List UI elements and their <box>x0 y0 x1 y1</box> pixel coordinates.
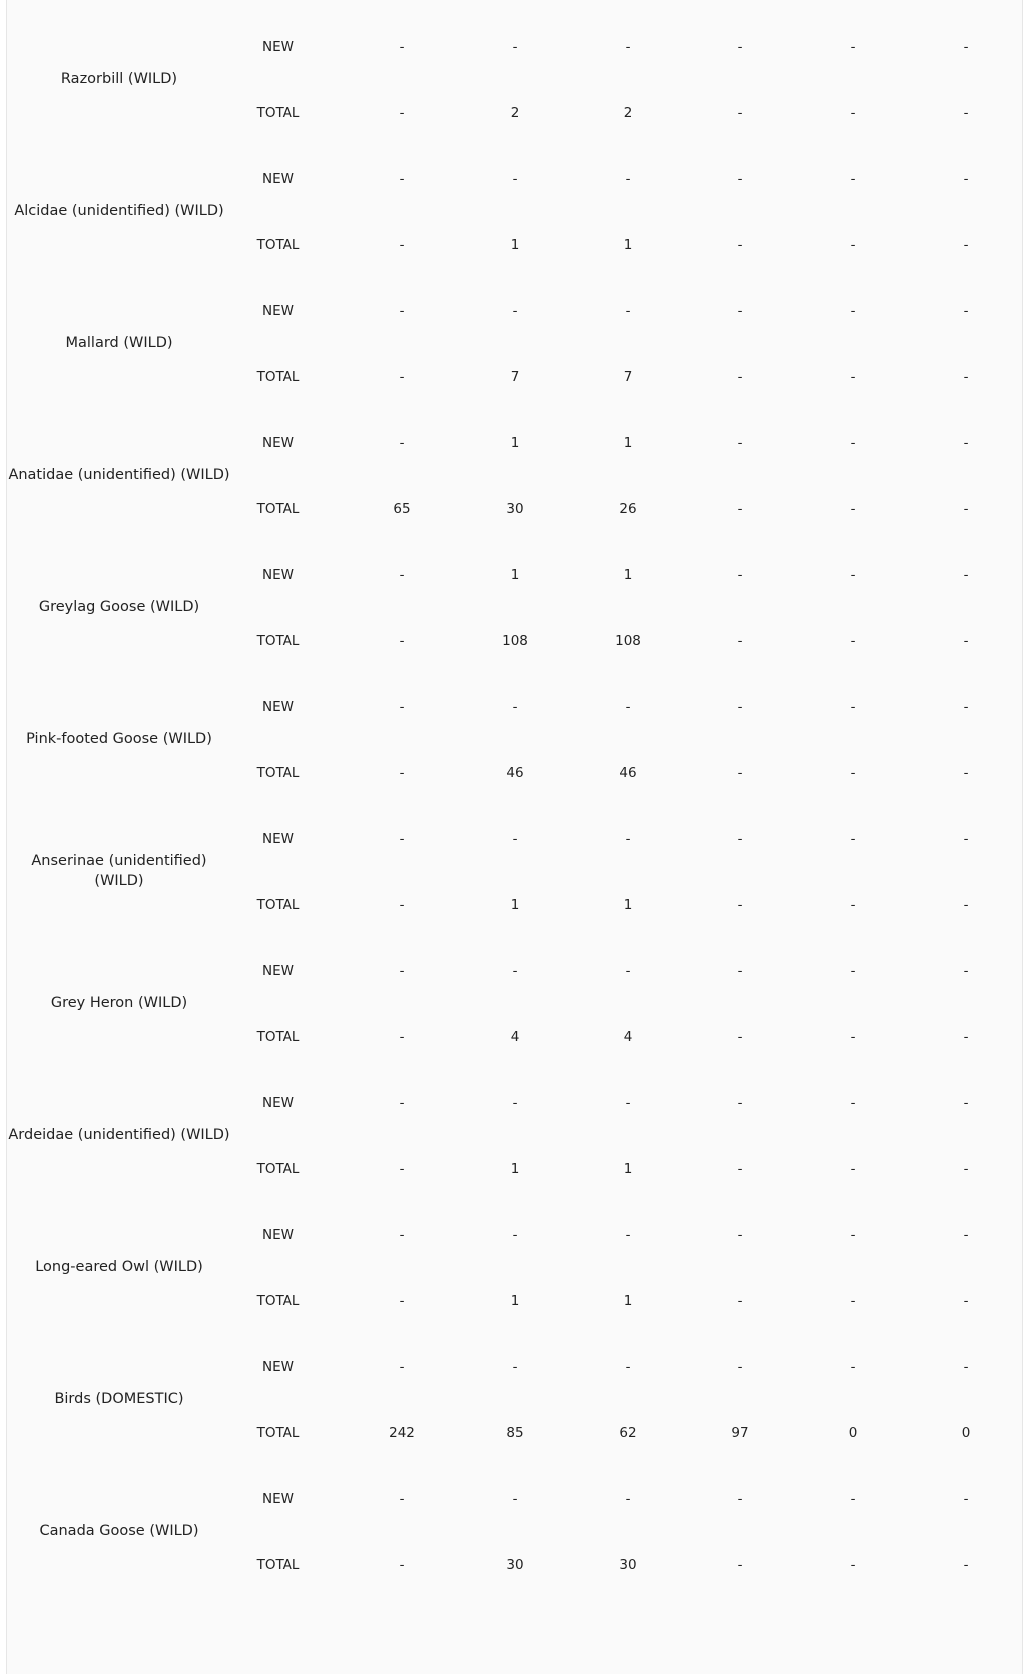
table-row-total <box>6 101 1021 125</box>
table-cell: - <box>399 303 405 319</box>
table-cell: - <box>737 501 743 517</box>
table-cell: - <box>850 1557 856 1573</box>
table-cell: - <box>399 1293 405 1309</box>
table-cell: 30 <box>506 1557 524 1573</box>
table-row-new <box>6 1355 1021 1379</box>
table-cell: - <box>399 567 405 583</box>
table-cell: - <box>625 1491 631 1507</box>
table-cell: 2 <box>510 105 520 121</box>
table-row-new <box>6 167 1021 191</box>
table-cell: 1 <box>623 435 633 451</box>
table-cell: - <box>399 39 405 55</box>
table-cell: - <box>512 831 518 847</box>
row-type-label: TOTAL <box>256 1425 300 1441</box>
table-cell: - <box>850 1029 856 1045</box>
table-cell: - <box>963 39 969 55</box>
table-cell: - <box>963 501 969 517</box>
species-name: Anserinae (unidentified) (WILD) <box>31 853 207 889</box>
table-cell: - <box>850 1161 856 1177</box>
table-cell: - <box>625 699 631 715</box>
row-type-label: TOTAL <box>256 1161 300 1177</box>
table-cell: - <box>737 1491 743 1507</box>
species-name: Alcidae (unidentified) (WILD) <box>14 203 224 219</box>
species-group <box>6 1201 1021 1333</box>
table-cell: - <box>963 105 969 121</box>
table-cell: - <box>850 435 856 451</box>
table-cell: - <box>850 303 856 319</box>
table-cell: - <box>625 1359 631 1375</box>
table-cell: - <box>963 1557 969 1573</box>
table-cell: - <box>399 171 405 187</box>
table-cell: 7 <box>623 369 633 385</box>
row-type-label: NEW <box>262 1095 294 1111</box>
table-row-total <box>6 761 1021 785</box>
table-cell: - <box>625 171 631 187</box>
species-name: Razorbill (WILD) <box>60 71 178 87</box>
table-cell: - <box>963 303 969 319</box>
table-cell: 4 <box>510 1029 520 1045</box>
species-group <box>6 145 1021 277</box>
species-name: Pink-footed Goose (WILD) <box>26 731 212 747</box>
table-cell: - <box>399 765 405 781</box>
table-cell: - <box>512 1359 518 1375</box>
table-cell: - <box>737 1227 743 1243</box>
table-cell: 1 <box>510 1293 520 1309</box>
table-cell: - <box>737 699 743 715</box>
table-cell: - <box>399 897 405 913</box>
row-type-label: TOTAL <box>256 237 300 253</box>
table-cell: 1 <box>623 237 633 253</box>
table-cell: - <box>512 171 518 187</box>
species-name: Grey Heron (WILD) <box>50 995 188 1011</box>
table-cell: 46 <box>506 765 524 781</box>
row-type-label: TOTAL <box>256 1029 300 1045</box>
table-cell: - <box>850 105 856 121</box>
table-cell: - <box>850 1491 856 1507</box>
table-cell: - <box>512 699 518 715</box>
species-name: Canada Goose (WILD) <box>39 1523 199 1539</box>
row-type-label: NEW <box>262 1227 294 1243</box>
species-name: Anatidae (unidentified) (WILD) <box>8 467 230 483</box>
table-cell: - <box>963 897 969 913</box>
table-row-total <box>6 365 1021 389</box>
table-cell: - <box>399 831 405 847</box>
table-cell: - <box>737 1557 743 1573</box>
table-cell: - <box>963 699 969 715</box>
row-type-label: NEW <box>262 699 294 715</box>
table-cell: 1 <box>623 1161 633 1177</box>
table-cell: - <box>737 567 743 583</box>
species-group <box>6 1069 1021 1201</box>
species-group <box>6 409 1021 541</box>
table-cell: 1 <box>623 897 633 913</box>
table-cell: - <box>737 171 743 187</box>
table-cell: - <box>850 567 856 583</box>
table-row-new <box>6 1487 1021 1511</box>
table-cell: 1 <box>510 435 520 451</box>
table-cell: - <box>850 39 856 55</box>
table-cell: 1 <box>510 237 520 253</box>
table-cell: - <box>512 963 518 979</box>
table-row-new <box>6 695 1021 719</box>
row-type-label: NEW <box>262 435 294 451</box>
table-cell: - <box>512 39 518 55</box>
species-group <box>6 1333 1021 1465</box>
table-cell: - <box>399 633 405 649</box>
table-cell: - <box>963 831 969 847</box>
outbreak-table <box>6 0 1021 1597</box>
table-cell: - <box>399 699 405 715</box>
row-type-label: NEW <box>262 39 294 55</box>
table-row-new <box>6 299 1021 323</box>
table-cell: 0 <box>848 1425 858 1441</box>
species-group <box>6 937 1021 1069</box>
row-type-label: NEW <box>262 303 294 319</box>
table-cell: - <box>963 1161 969 1177</box>
table-cell: - <box>850 1227 856 1243</box>
table-row-total <box>6 1157 1021 1181</box>
table-cell: - <box>399 1491 405 1507</box>
table-cell: 242 <box>389 1425 415 1441</box>
table-cell: - <box>963 435 969 451</box>
table-cell: - <box>963 1095 969 1111</box>
table-cell: - <box>625 1227 631 1243</box>
table-cell: - <box>399 1095 405 1111</box>
species-group <box>6 13 1021 145</box>
table-cell: - <box>963 963 969 979</box>
table-cell: 65 <box>393 501 411 517</box>
table-cell: - <box>399 1227 405 1243</box>
row-type-label: TOTAL <box>256 897 300 913</box>
table-cell: - <box>399 105 405 121</box>
table-row-new <box>6 959 1021 983</box>
table-cell: - <box>737 963 743 979</box>
table-cell: - <box>625 831 631 847</box>
table-row-new <box>6 431 1021 455</box>
row-type-label: TOTAL <box>256 1557 300 1573</box>
table-cell: 26 <box>619 501 637 517</box>
table-cell: - <box>625 1095 631 1111</box>
species-group <box>6 673 1021 805</box>
table-cell: 1 <box>623 1293 633 1309</box>
species-group <box>6 0 1021 13</box>
row-type-label: NEW <box>262 831 294 847</box>
table-cell: - <box>399 369 405 385</box>
table-cell: - <box>963 765 969 781</box>
table-cell: - <box>737 1293 743 1309</box>
table-cell: - <box>625 39 631 55</box>
row-type-label: NEW <box>262 963 294 979</box>
table-row-new <box>6 563 1021 587</box>
table-cell: 85 <box>506 1425 524 1441</box>
row-type-label: TOTAL <box>256 501 300 517</box>
table-cell: - <box>850 897 856 913</box>
species-name: Mallard (WILD) <box>65 335 173 351</box>
table-cell: 1 <box>623 567 633 583</box>
table-cell: - <box>625 303 631 319</box>
table-cell: - <box>737 105 743 121</box>
table-cell: - <box>850 1095 856 1111</box>
table-cell: - <box>963 1227 969 1243</box>
table-cell: 30 <box>619 1557 637 1573</box>
table-cell: - <box>737 1095 743 1111</box>
table-row-new <box>6 35 1021 59</box>
table-cell: - <box>850 1293 856 1309</box>
table-cell: - <box>850 633 856 649</box>
table-cell: - <box>737 897 743 913</box>
table-cell: - <box>963 171 969 187</box>
species-name: Long-eared Owl (WILD) <box>35 1259 203 1275</box>
table-cell: 0 <box>961 1425 971 1441</box>
table-row-total <box>6 497 1021 521</box>
table-cell: 4 <box>623 1029 633 1045</box>
row-type-label: TOTAL <box>256 1293 300 1309</box>
table-cell: - <box>512 1095 518 1111</box>
table-cell: - <box>850 237 856 253</box>
table-cell: - <box>850 369 856 385</box>
table-cell: 62 <box>619 1425 637 1441</box>
row-type-label: NEW <box>262 1359 294 1375</box>
table-row-total <box>6 1289 1021 1313</box>
table-cell: - <box>737 237 743 253</box>
table-cell: 97 <box>731 1425 749 1441</box>
table-cell: - <box>737 831 743 847</box>
row-type-label: NEW <box>262 171 294 187</box>
row-type-label: NEW <box>262 1491 294 1507</box>
table-row-total <box>6 233 1021 257</box>
species-name: Greylag Goose (WILD) <box>38 599 200 615</box>
table-cell: - <box>963 633 969 649</box>
table-cell: - <box>963 237 969 253</box>
table-cell: - <box>737 1359 743 1375</box>
row-type-label: NEW <box>262 567 294 583</box>
table-row-total <box>6 1025 1021 1049</box>
species-group <box>6 1465 1021 1597</box>
table-cell: 108 <box>615 633 641 649</box>
table-cell: - <box>399 1359 405 1375</box>
table-cell: 1 <box>510 897 520 913</box>
table-cell: - <box>737 435 743 451</box>
table-cell: - <box>737 633 743 649</box>
table-cell: 1 <box>510 567 520 583</box>
table-cell: - <box>737 369 743 385</box>
species-name: Birds (DOMESTIC) <box>54 1391 184 1407</box>
species-group <box>6 805 1021 937</box>
table-row-total <box>6 1553 1021 1577</box>
table-cell: - <box>850 1359 856 1375</box>
table-cell: 108 <box>502 633 528 649</box>
table-row-new <box>6 1091 1021 1115</box>
table-cell: - <box>850 699 856 715</box>
table-cell: - <box>963 567 969 583</box>
species-group <box>6 541 1021 673</box>
table-cell: - <box>399 1029 405 1045</box>
table-cell: - <box>512 1491 518 1507</box>
table-cell: - <box>850 963 856 979</box>
table-cell: - <box>963 1359 969 1375</box>
row-type-label: TOTAL <box>256 765 300 781</box>
table-cell: - <box>399 1557 405 1573</box>
table-row-total <box>6 893 1021 917</box>
row-type-label: TOTAL <box>256 369 300 385</box>
table-row-new <box>6 827 1021 851</box>
table-cell: - <box>399 435 405 451</box>
table-cell: - <box>850 831 856 847</box>
table-cell: - <box>850 501 856 517</box>
table-cell: - <box>737 1029 743 1045</box>
table-cell: - <box>963 1491 969 1507</box>
row-type-label: TOTAL <box>256 105 300 121</box>
table-cell: - <box>963 369 969 385</box>
table-row-total <box>6 629 1021 653</box>
table-cell: - <box>850 171 856 187</box>
table-cell: - <box>963 1293 969 1309</box>
table-cell: - <box>737 303 743 319</box>
table-cell: - <box>737 765 743 781</box>
table-row-new <box>6 1223 1021 1247</box>
table-cell: - <box>625 963 631 979</box>
table-cell: 7 <box>510 369 520 385</box>
table-cell: 2 <box>623 105 633 121</box>
table-cell: - <box>399 237 405 253</box>
table-cell: - <box>737 39 743 55</box>
table-cell: 46 <box>619 765 637 781</box>
table-cell: - <box>737 1161 743 1177</box>
table-cell: - <box>399 963 405 979</box>
table-cell: - <box>512 303 518 319</box>
table-cell: - <box>963 1029 969 1045</box>
table-cell: 30 <box>506 501 524 517</box>
table-cell: 1 <box>510 1161 520 1177</box>
table-row-total <box>6 1421 1021 1445</box>
table-cell: - <box>850 765 856 781</box>
table-cell: - <box>399 1161 405 1177</box>
species-name: Ardeidae (unidentified) (WILD) <box>8 1127 230 1143</box>
row-type-label: TOTAL <box>256 633 300 649</box>
table-cell: - <box>512 1227 518 1243</box>
species-group <box>6 277 1021 409</box>
